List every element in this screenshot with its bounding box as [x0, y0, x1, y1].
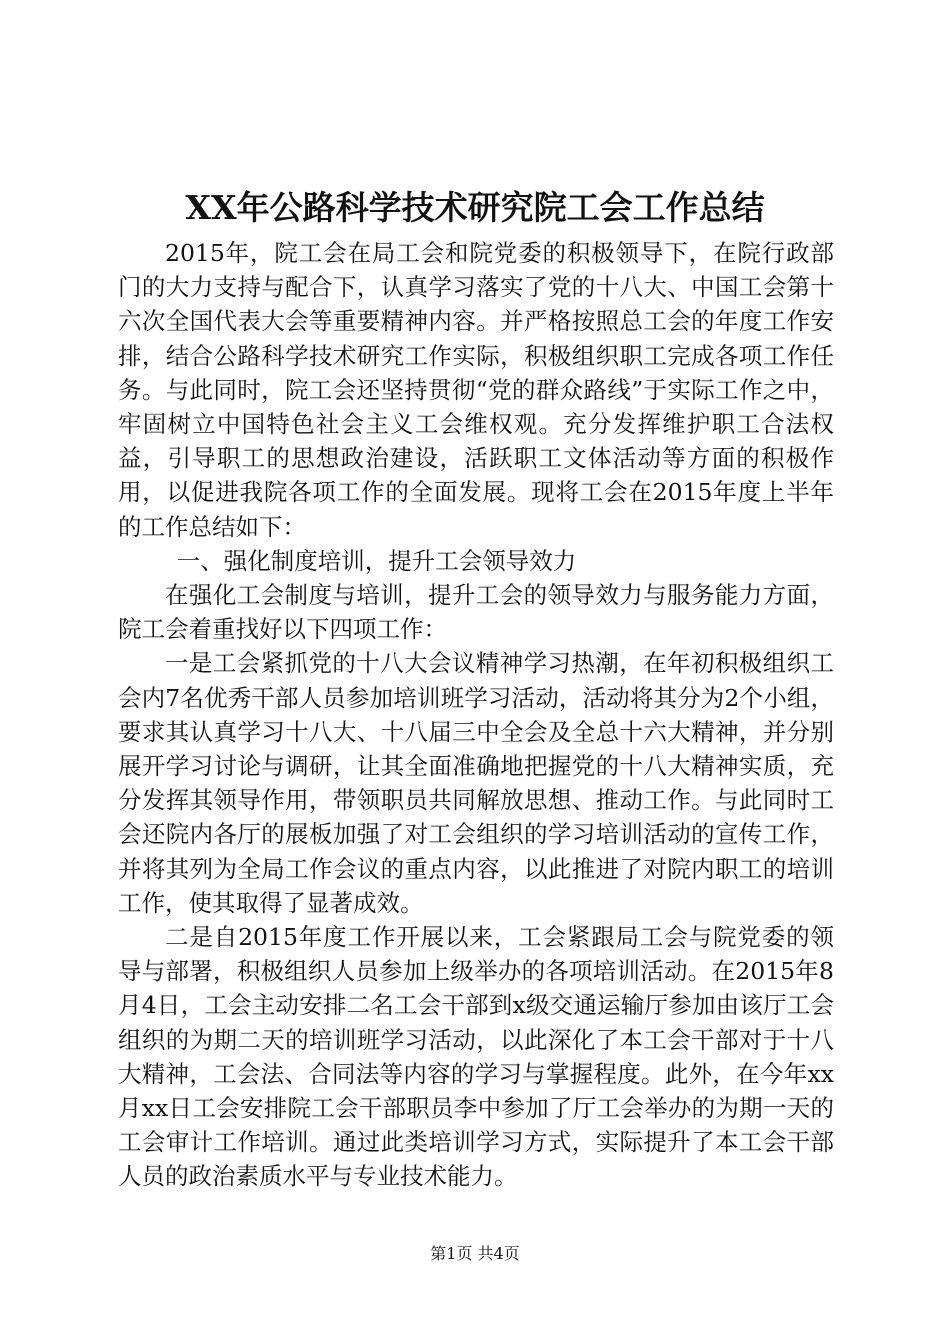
document-body	[118, 236, 834, 1194]
item-two-paragraph: 二是自2015年度工作开展以来，工会紧跟局工会与院党委的领导与部署，积极组织人员参加上级举办的各项培训活动。在2015年8月4日，工会主动安排二名工会干部到x级交通运输厅参加由该厅工会组织的为期二天的培训班学习活动，以此深化了本工会干部对于十八大精神，工会法、合同法等内容的学习与掌握程度。此外，在今年xx月xx日工会安排院工会干部职员李中参加了厅工会举办的为期一天的工会审计工作培训。通过此类培训学习方式，实际提升了本工会干部人员的政治素质水平与专业技术能力。	[118, 923, 834, 1191]
intro-paragraph: 2015年，院工会在局工会和院党委的积极领导下，在院行政部门的大力支持与配合下，认真学习落实了党的十八大、中国工会第十六次全国代表大会等重要精神内容。并严格按照总工会的年度工作安排，结合公路科学技术研究工作实际，积极组织职工完成各项工作任务。与此同时，院工会还坚持贯彻“党的群众路线”于实际工作之中，牢固树立中国特色社会主义工会维权观。充分发挥维护职工合法权益，引导职工的思想政治建设，活跃职工文体活动等方面的积极作用，以促进我院各项工作的全面发展。现将工会在2015年度上半年的工作总结如下：	[118, 239, 834, 541]
section-intro-paragraph: 在强化工会制度与培训，提升工会的领导效力与服务能力方面，院工会着重找好以下四项工作：	[118, 581, 834, 644]
document-title: XX年公路科学技术研究院工会工作总结	[185, 188, 765, 227]
section-heading-1: 一、强化制度培训，提升工会领导效力	[176, 546, 577, 575]
item-one-paragraph: 一是工会紧抓党的十八大会议精神学习热潮，在年初积极组织工会内7名优秀干部人员参加培训班学习活动，活动将其分为2个小组，要求其认真学习十八大、十八届三中全会及全总十六大精神，并分别展开学习讨论与调研，让其全面准确地把握党的十八大精神实质，充分发挥其领导作用，带领职员共同解放思想、推动工作。与此同时工会还院内各厅的展板加强了对工会组织的学习培训活动的宣传工作，并将其列为全局工作会议的重点内容，以此推进了对院内职工的培训工作，使其取得了显著成效。	[118, 649, 834, 917]
page-number-footer: 第1页 共4页	[430, 1244, 520, 1263]
